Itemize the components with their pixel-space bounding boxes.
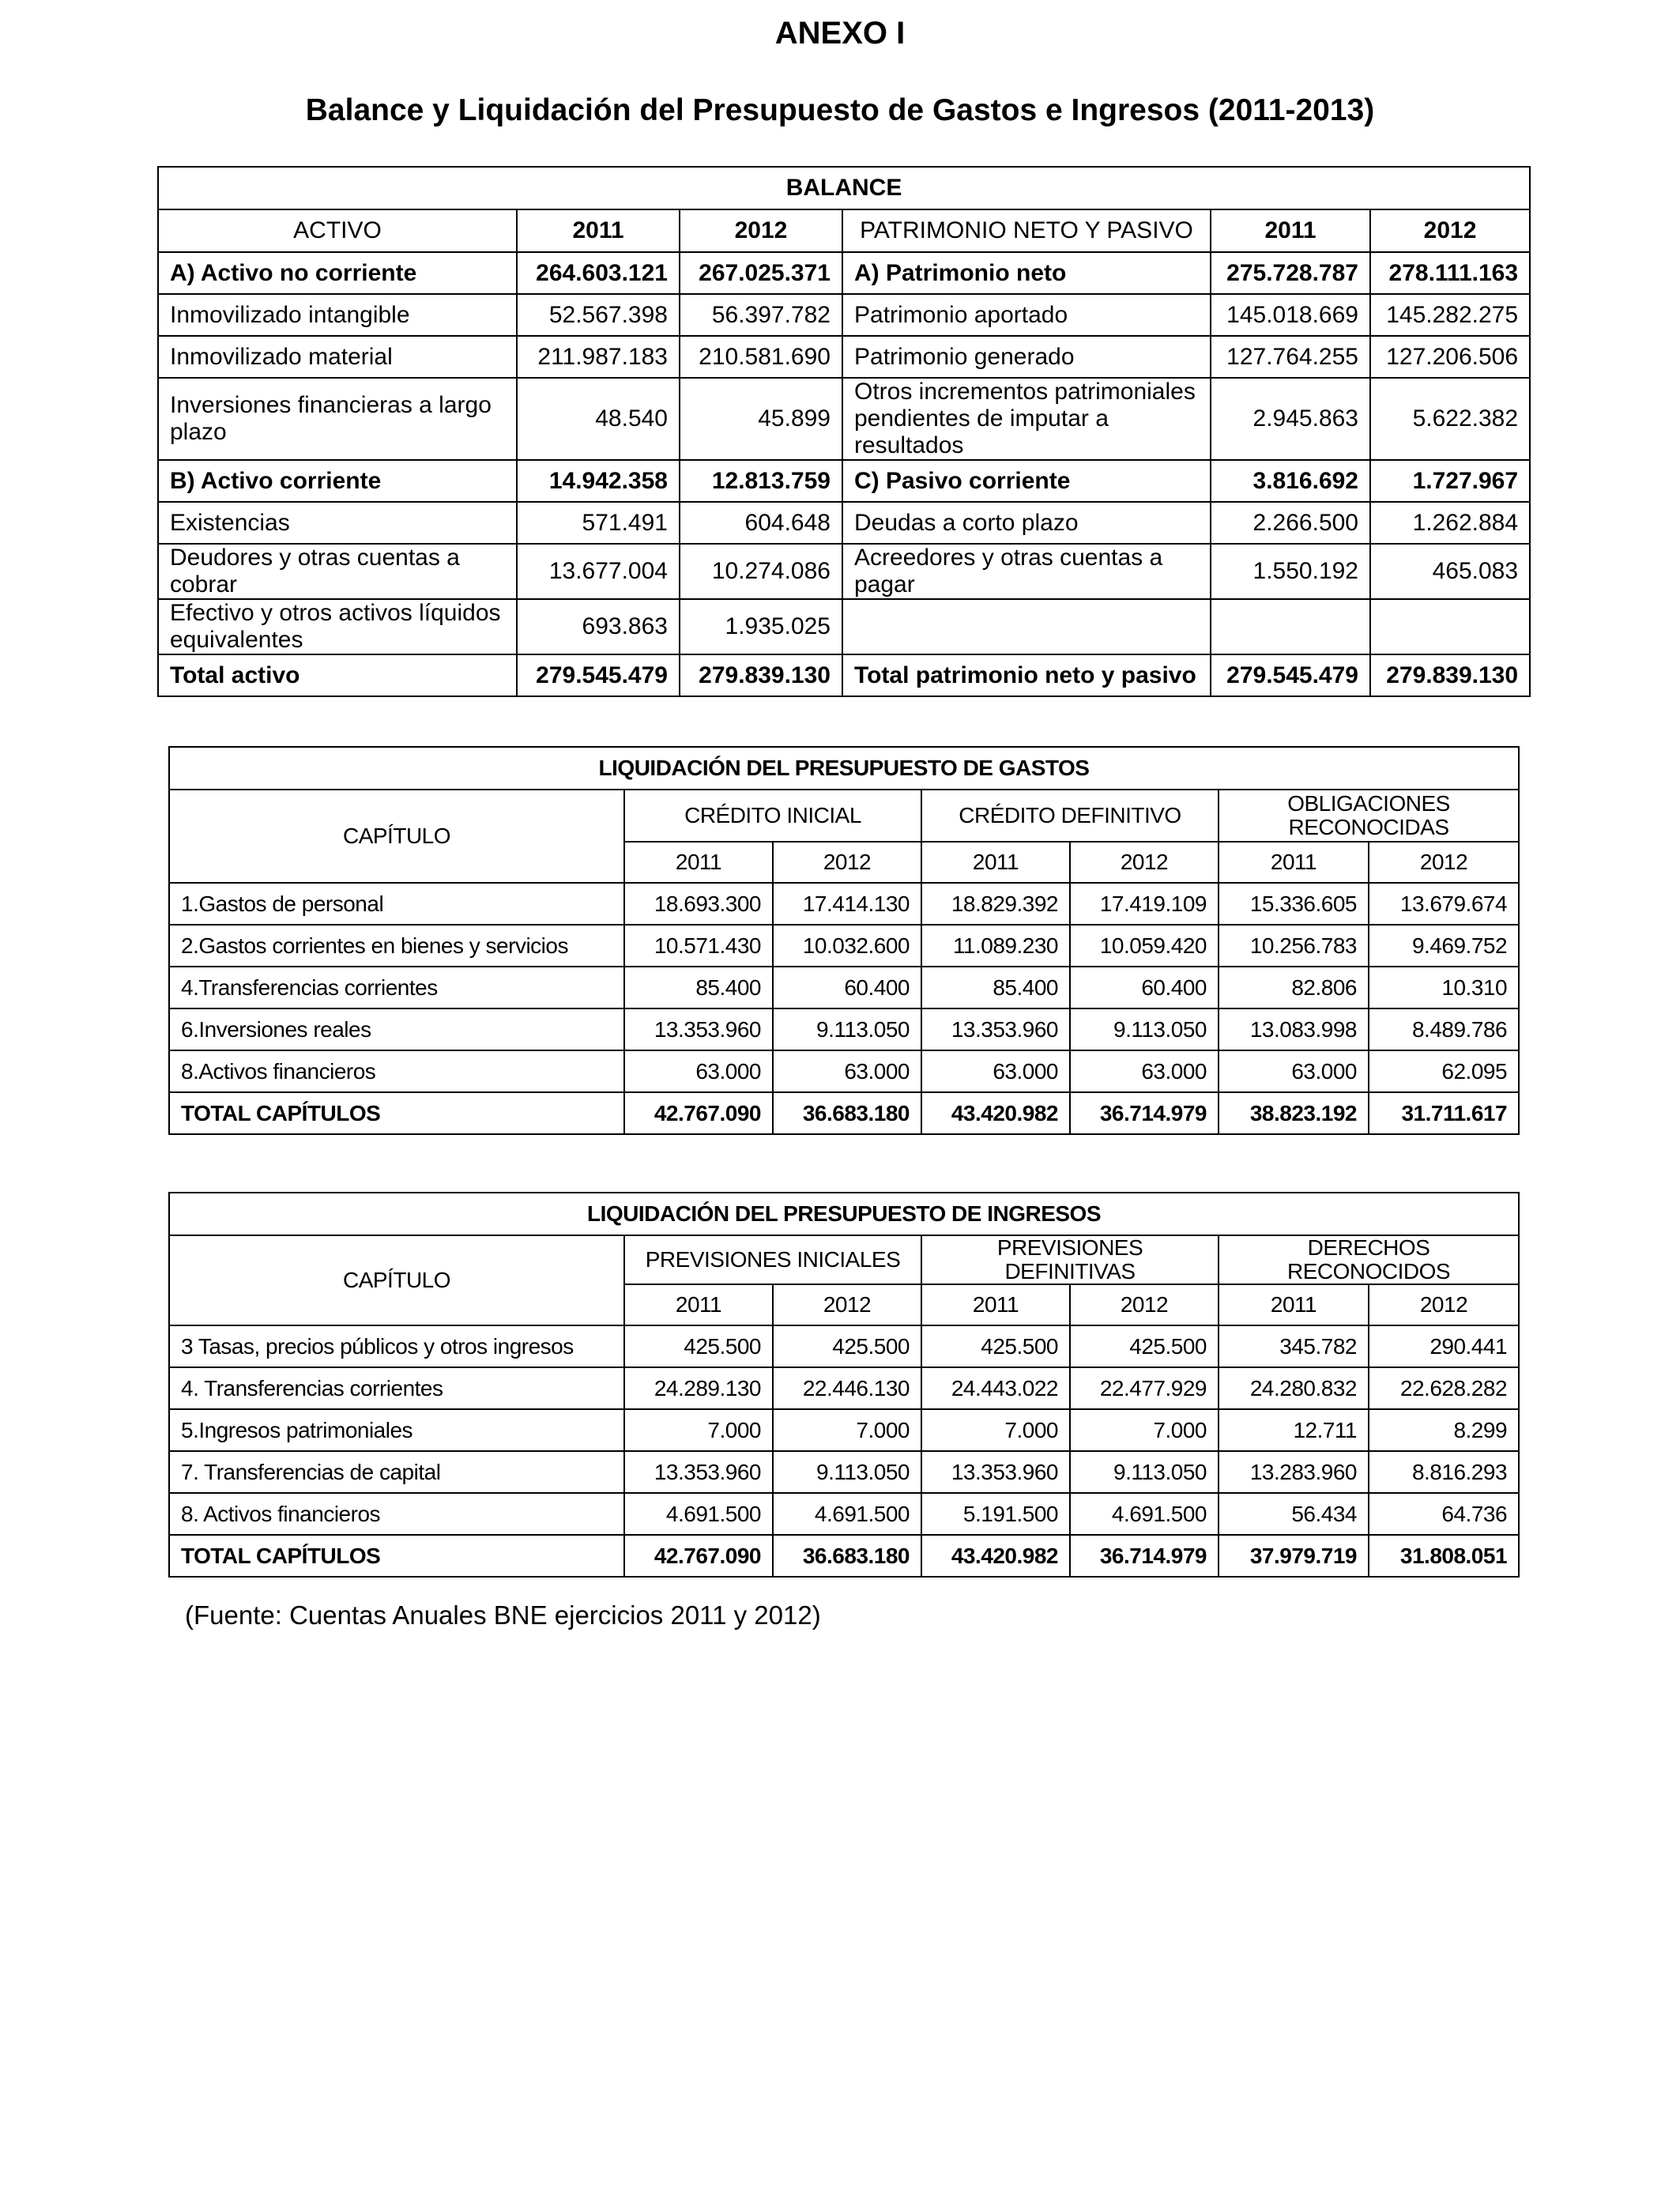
value-cell: 48.540	[517, 378, 680, 460]
value-cell	[1370, 599, 1530, 654]
value-cell: 425.500	[921, 1325, 1070, 1367]
value-cell: 12.711	[1219, 1409, 1369, 1451]
row-label-cell: 8.Activos financieros	[169, 1050, 624, 1092]
value-cell: 1.935.025	[680, 599, 842, 654]
gastos-year-header: 2011	[1219, 842, 1369, 883]
row-label-cell: Inmovilizado material	[158, 336, 517, 378]
table-row	[169, 1092, 1519, 1134]
gastos-group-header: CRÉDITO DEFINITIVO	[921, 790, 1219, 842]
table-row	[158, 378, 1530, 460]
ingresos-year-header: 2011	[1219, 1284, 1369, 1325]
value-cell: 82.806	[1219, 967, 1369, 1008]
value-cell: 267.025.371	[680, 252, 842, 294]
ingresos-group-header: DERECHOS RECONOCIDOS	[1219, 1235, 1519, 1284]
balance-header-activo: ACTIVO	[158, 209, 517, 252]
row-label-cell: Efectivo y otros activos líquidos equivalentes	[158, 599, 517, 654]
value-cell: 290.441	[1369, 1325, 1519, 1367]
row-label-cell: 2.Gastos corrientes en bienes y servicios	[169, 925, 624, 967]
value-cell: 425.500	[773, 1325, 921, 1367]
value-cell: 10.310	[1369, 967, 1519, 1008]
value-cell: 24.280.832	[1219, 1367, 1369, 1409]
value-cell: 63.000	[1219, 1050, 1369, 1092]
value-cell: 56.397.782	[680, 294, 842, 336]
value-cell: 18.693.300	[624, 883, 773, 925]
value-cell: 36.683.180	[773, 1092, 921, 1134]
balance-caption: BALANCE	[158, 167, 1530, 209]
value-cell: 275.728.787	[1211, 252, 1370, 294]
value-cell: 210.581.690	[680, 336, 842, 378]
row-label-cell: Patrimonio aportado	[842, 294, 1211, 336]
value-cell: 8.816.293	[1369, 1451, 1519, 1493]
gastos-year-header: 2011	[921, 842, 1070, 883]
row-label-cell: Inmovilizado intangible	[158, 294, 517, 336]
table-row	[169, 1367, 1519, 1409]
table-row	[169, 1325, 1519, 1367]
table-row	[158, 460, 1530, 502]
value-cell: 425.500	[1070, 1325, 1219, 1367]
value-cell: 279.839.130	[1370, 654, 1530, 696]
row-label-cell	[842, 599, 1211, 654]
row-label-cell: 5.Ingresos patrimoniales	[169, 1409, 624, 1451]
value-cell: 60.400	[1070, 967, 1219, 1008]
table-row	[158, 544, 1530, 599]
value-cell: 8.489.786	[1369, 1008, 1519, 1050]
value-cell: 36.714.979	[1070, 1092, 1219, 1134]
value-cell: 1.262.884	[1370, 502, 1530, 544]
value-cell: 36.714.979	[1070, 1535, 1219, 1577]
ingresos-year-header: 2012	[1070, 1284, 1219, 1325]
value-cell: 279.545.479	[517, 654, 680, 696]
value-cell: 43.420.982	[921, 1535, 1070, 1577]
row-label-cell: Deudores y otras cuentas a cobrar	[158, 544, 517, 599]
value-cell: 345.782	[1219, 1325, 1369, 1367]
row-label-cell: Deudas a corto plazo	[842, 502, 1211, 544]
value-cell: 2.945.863	[1211, 378, 1370, 460]
gastos-group-header: CRÉDITO INICIAL	[624, 790, 921, 842]
row-label-cell: Inversiones financieras a largo plazo	[158, 378, 517, 460]
value-cell: 264.603.121	[517, 252, 680, 294]
ingresos-group-header: PREVISIONES INICIALES	[624, 1235, 921, 1284]
value-cell: 211.987.183	[517, 336, 680, 378]
value-cell: 10.059.420	[1070, 925, 1219, 967]
value-cell: 7.000	[1070, 1409, 1219, 1451]
row-label-cell: B) Activo corriente	[158, 460, 517, 502]
row-label-cell: 8. Activos financieros	[169, 1493, 624, 1535]
value-cell: 13.679.674	[1369, 883, 1519, 925]
value-cell: 279.839.130	[680, 654, 842, 696]
value-cell: 17.419.109	[1070, 883, 1219, 925]
table-row	[169, 883, 1519, 925]
value-cell: 7.000	[773, 1409, 921, 1451]
ingresos-chapter-header: CAPÍTULO	[169, 1235, 624, 1325]
gastos-table	[168, 746, 1520, 1135]
value-cell: 278.111.163	[1370, 252, 1530, 294]
value-cell: 63.000	[624, 1050, 773, 1092]
value-cell	[1211, 599, 1370, 654]
table-row	[169, 967, 1519, 1008]
value-cell: 36.683.180	[773, 1535, 921, 1577]
value-cell: 13.083.998	[1219, 1008, 1369, 1050]
value-cell: 14.942.358	[517, 460, 680, 502]
value-cell: 37.979.719	[1219, 1535, 1369, 1577]
ingresos-group-header: PREVISIONES DEFINITIVAS	[921, 1235, 1219, 1284]
value-cell: 22.446.130	[773, 1367, 921, 1409]
value-cell: 31.808.051	[1369, 1535, 1519, 1577]
value-cell: 7.000	[921, 1409, 1070, 1451]
ingresos-year-header: 2011	[624, 1284, 773, 1325]
value-cell: 12.813.759	[680, 460, 842, 502]
value-cell: 1.550.192	[1211, 544, 1370, 599]
value-cell: 10.256.783	[1219, 925, 1369, 967]
value-cell: 60.400	[773, 967, 921, 1008]
gastos-group-header: OBLIGACIONES RECONOCIDAS	[1219, 790, 1519, 842]
ingresos-year-header: 2011	[921, 1284, 1070, 1325]
value-cell: 11.089.230	[921, 925, 1070, 967]
table-row	[158, 599, 1530, 654]
value-cell: 9.113.050	[1070, 1451, 1219, 1493]
balance-header-year: 2012	[680, 209, 842, 252]
value-cell: 45.899	[680, 378, 842, 460]
ingresos-table	[168, 1192, 1520, 1578]
row-label-cell: Acreedores y otras cuentas a pagar	[842, 544, 1211, 599]
value-cell: 127.764.255	[1211, 336, 1370, 378]
value-cell: 279.545.479	[1211, 654, 1370, 696]
value-cell: 24.289.130	[624, 1367, 773, 1409]
row-label-cell: Otros incrementos patrimoniales pendientes de imputar a resultados	[842, 378, 1211, 460]
value-cell: 15.336.605	[1219, 883, 1369, 925]
value-cell: 8.299	[1369, 1409, 1519, 1451]
value-cell: 3.816.692	[1211, 460, 1370, 502]
value-cell: 56.434	[1219, 1493, 1369, 1535]
value-cell: 145.282.275	[1370, 294, 1530, 336]
value-cell: 693.863	[517, 599, 680, 654]
value-cell: 31.711.617	[1369, 1092, 1519, 1134]
row-label-cell: TOTAL CAPÍTULOS	[169, 1535, 624, 1577]
balance-header-year: 2011	[1211, 209, 1370, 252]
value-cell: 42.767.090	[624, 1535, 773, 1577]
value-cell: 63.000	[1070, 1050, 1219, 1092]
value-cell: 63.000	[773, 1050, 921, 1092]
value-cell: 604.648	[680, 502, 842, 544]
table-row	[169, 1535, 1519, 1577]
value-cell: 13.353.960	[624, 1008, 773, 1050]
value-cell: 9.113.050	[773, 1451, 921, 1493]
row-label-cell: A) Patrimonio neto	[842, 252, 1211, 294]
value-cell: 1.727.967	[1370, 460, 1530, 502]
row-label-cell: Patrimonio generado	[842, 336, 1211, 378]
value-cell: 43.420.982	[921, 1092, 1070, 1134]
ingresos-caption: LIQUIDACIÓN DEL PRESUPUESTO DE INGRESOS	[169, 1193, 1519, 1235]
gastos-chapter-header: CAPÍTULO	[169, 790, 624, 883]
value-cell: 42.767.090	[624, 1092, 773, 1134]
table-row	[169, 1493, 1519, 1535]
row-label-cell: TOTAL CAPÍTULOS	[169, 1092, 624, 1134]
balance-header-year: 2011	[517, 209, 680, 252]
gastos-year-header: 2011	[624, 842, 773, 883]
value-cell: 10.274.086	[680, 544, 842, 599]
gastos-year-header: 2012	[1369, 842, 1519, 883]
table-row	[169, 1451, 1519, 1493]
value-cell: 145.018.669	[1211, 294, 1370, 336]
value-cell: 13.353.960	[624, 1451, 773, 1493]
row-label-cell: Existencias	[158, 502, 517, 544]
gastos-year-header: 2012	[1070, 842, 1219, 883]
value-cell: 13.353.960	[921, 1451, 1070, 1493]
gastos-year-header: 2012	[773, 842, 921, 883]
row-label-cell: C) Pasivo corriente	[842, 460, 1211, 502]
row-label-cell: 3 Tasas, precios públicos y otros ingresos	[169, 1325, 624, 1367]
value-cell: 13.283.960	[1219, 1451, 1369, 1493]
table-row	[158, 252, 1530, 294]
table-row	[158, 654, 1530, 696]
value-cell: 2.266.500	[1211, 502, 1370, 544]
value-cell: 85.400	[921, 967, 1070, 1008]
annex-title: ANEXO I	[774, 16, 906, 51]
value-cell: 4.691.500	[624, 1493, 773, 1535]
row-label-cell: Total activo	[158, 654, 517, 696]
balance-header-pasivo: PATRIMONIO NETO Y PASIVO	[842, 209, 1211, 252]
value-cell: 9.113.050	[773, 1008, 921, 1050]
ingresos-year-header: 2012	[1369, 1284, 1519, 1325]
value-cell: 22.628.282	[1369, 1367, 1519, 1409]
value-cell: 10.032.600	[773, 925, 921, 967]
table-row	[158, 502, 1530, 544]
row-label-cell: 1.Gastos de personal	[169, 883, 624, 925]
table-row	[158, 336, 1530, 378]
value-cell: 13.353.960	[921, 1008, 1070, 1050]
value-cell: 38.823.192	[1219, 1092, 1369, 1134]
table-row	[169, 925, 1519, 967]
value-cell: 64.736	[1369, 1493, 1519, 1535]
value-cell: 10.571.430	[624, 925, 773, 967]
value-cell: 62.095	[1369, 1050, 1519, 1092]
value-cell: 4.691.500	[773, 1493, 921, 1535]
table-row	[169, 1008, 1519, 1050]
value-cell: 7.000	[624, 1409, 773, 1451]
value-cell: 18.829.392	[921, 883, 1070, 925]
ingresos-year-header: 2012	[773, 1284, 921, 1325]
value-cell: 24.443.022	[921, 1367, 1070, 1409]
value-cell: 52.567.398	[517, 294, 680, 336]
document-title: Balance y Liquidación del Presupuesto de Gastos e Ingresos (2011-2013)	[305, 93, 1375, 127]
value-cell: 22.477.929	[1070, 1367, 1219, 1409]
table-row	[169, 1409, 1519, 1451]
table-row	[169, 1050, 1519, 1092]
value-cell: 63.000	[921, 1050, 1070, 1092]
value-cell: 571.491	[517, 502, 680, 544]
source-note: (Fuente: Cuentas Anuales BNE ejercicios 2011 y 2012)	[185, 1600, 821, 1630]
row-label-cell: 7. Transferencias de capital	[169, 1451, 624, 1493]
value-cell: 9.469.752	[1369, 925, 1519, 967]
balance-table	[157, 166, 1531, 697]
gastos-caption: LIQUIDACIÓN DEL PRESUPUESTO DE GASTOS	[169, 747, 1519, 790]
value-cell: 17.414.130	[773, 883, 921, 925]
value-cell: 5.622.382	[1370, 378, 1530, 460]
row-label-cell: A) Activo no corriente	[158, 252, 517, 294]
row-label-cell: 6.Inversiones reales	[169, 1008, 624, 1050]
row-label-cell: Total patrimonio neto y pasivo	[842, 654, 1211, 696]
value-cell: 425.500	[624, 1325, 773, 1367]
value-cell: 4.691.500	[1070, 1493, 1219, 1535]
value-cell: 465.083	[1370, 544, 1530, 599]
balance-header-year: 2012	[1370, 209, 1530, 252]
row-label-cell: 4. Transferencias corrientes	[169, 1367, 624, 1409]
table-row	[158, 294, 1530, 336]
value-cell: 85.400	[624, 967, 773, 1008]
value-cell: 13.677.004	[517, 544, 680, 599]
row-label-cell: 4.Transferencias corrientes	[169, 967, 624, 1008]
value-cell: 9.113.050	[1070, 1008, 1219, 1050]
value-cell: 5.191.500	[921, 1493, 1070, 1535]
value-cell: 127.206.506	[1370, 336, 1530, 378]
